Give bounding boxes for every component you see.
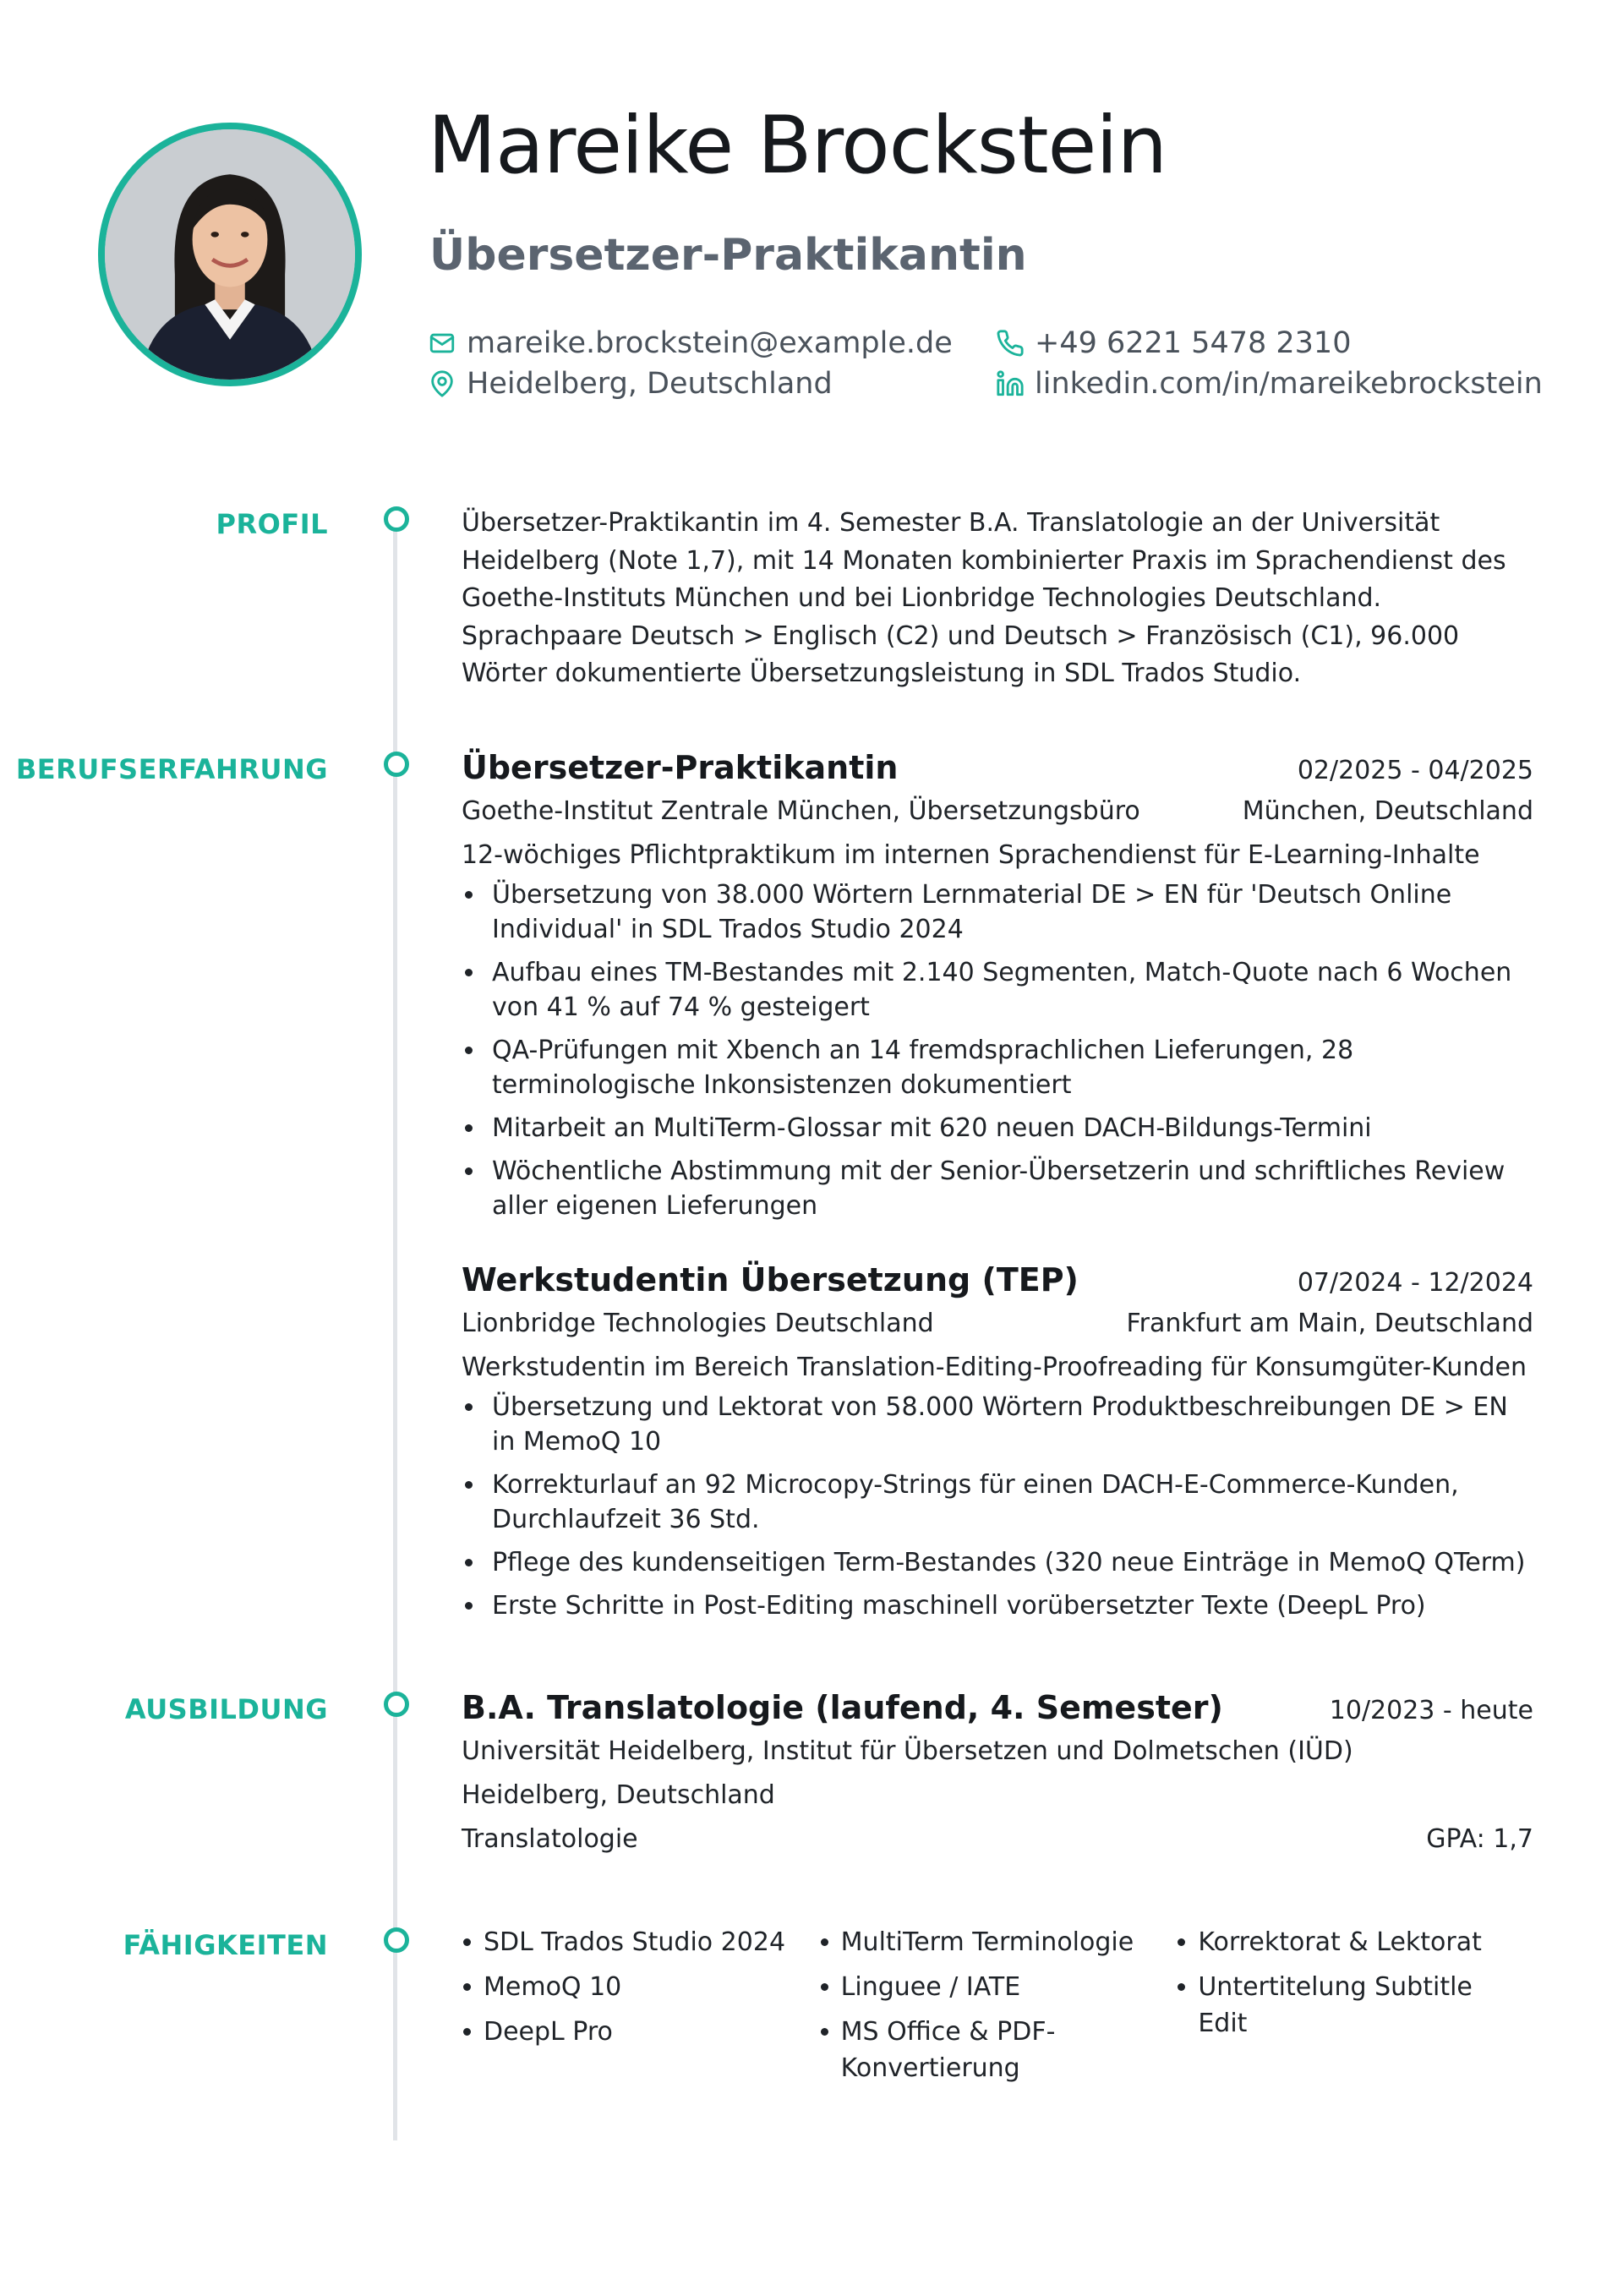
profile-text: Übersetzer-Praktikantin im 4. Semester B.A. Translatologie an der Universität Heidelberg (Note 1,7), mit 14 Monaten kombinierter Praxis im Sprachendienst des Goethe-Instituts München und bei Lionbridge Technologies Deutschland. Sprachpaare Deutsch > Englisch (C2) und Deutsch > Französisch (C1), 96.000 Wörter dokumentierte Übersetzungsleistung in SDL Trados Studio. bbox=[462, 508, 1506, 688]
section-label-experience: BERUFSERFAHRUNG bbox=[15, 753, 328, 785]
job-location: München, Deutschland bbox=[1242, 796, 1533, 826]
contact-location bbox=[428, 367, 833, 401]
job-header bbox=[462, 749, 1533, 786]
contact-phone[interactable] bbox=[996, 326, 1351, 360]
section-label-education: AUSBILDUNG bbox=[124, 1693, 328, 1725]
profile-section bbox=[462, 505, 1533, 693]
contact-email-text: mareike.brockstein@example.de bbox=[467, 326, 953, 360]
skill-item: Korrektorat & Lektorat bbox=[1176, 1924, 1533, 1960]
section-label-skills: FÄHIGKEITEN bbox=[123, 1929, 328, 1961]
skill-item: MultiTerm Terminologie bbox=[819, 1924, 1177, 1960]
education-field: Translatologie bbox=[462, 1824, 638, 1854]
job-bullet: Übersetzung von 38.000 Wörtern Lernmaterial DE > EN für 'Deutsch Online Individual' in SDL Trados Studio 2024 bbox=[462, 877, 1533, 947]
skill-item: DeepL Pro bbox=[462, 2014, 819, 2050]
section-label-profile: PROFIL bbox=[216, 508, 328, 540]
job-date: 07/2024 - 12/2024 bbox=[1297, 1268, 1533, 1298]
avatar bbox=[98, 123, 362, 386]
skill-item: Untertitelung Subtitle Edit bbox=[1176, 1969, 1502, 2042]
contact-phone-text: +49 6221 5478 2310 bbox=[1035, 326, 1352, 360]
job-company: Lionbridge Technologies Deutschland bbox=[462, 1309, 934, 1338]
job-bullets bbox=[462, 877, 1533, 1223]
degree-title: B.A. Translatologie (laufend, 4. Semester) bbox=[462, 1689, 1223, 1726]
job-date: 02/2025 - 04/2025 bbox=[1297, 756, 1533, 785]
linkedin-icon bbox=[996, 369, 1025, 398]
contact-linkedin[interactable] bbox=[996, 367, 1543, 401]
skills-column bbox=[819, 1924, 1177, 2095]
timeline-dot-profile bbox=[384, 506, 409, 532]
job-title: Werkstudentin Übersetzung (TEP) bbox=[462, 1261, 1079, 1298]
job-bullets bbox=[462, 1390, 1533, 1623]
job-summary: Werkstudentin im Bereich Translation-Editing-Proofreading für Konsumgüter-Kunden bbox=[462, 1353, 1527, 1382]
education-school: Universität Heidelberg, Institut für Übersetzen und Dolmetschen (IÜD) bbox=[462, 1736, 1353, 1766]
skill-item: MS Office & PDF-Konvertierung bbox=[819, 2014, 1069, 2086]
skills-section bbox=[462, 1924, 1533, 2095]
skills-column bbox=[462, 1924, 819, 2095]
job-entry bbox=[462, 1261, 1533, 1632]
education-location: Heidelberg, Deutschland bbox=[462, 1780, 775, 1810]
education-entry bbox=[462, 1689, 1533, 1861]
job-title: Übersetzer-Praktikantin bbox=[462, 749, 899, 786]
skills-column bbox=[1176, 1924, 1533, 2095]
job-bullet: Korrekturlauf an 92 Microcopy-Strings für einen DACH-E-Commerce-Kunden, Durchlaufzeit 36 Std. bbox=[462, 1468, 1533, 1537]
job-summary: 12-wöchiges Pflichtpraktikum im internen Sprachendienst für E-Learning-Inhalte bbox=[462, 840, 1480, 870]
skill-item: MemoQ 10 bbox=[462, 1969, 819, 2005]
map-pin-icon bbox=[428, 369, 456, 398]
job-company: Goethe-Institut Zentrale München, Übersetzungsbüro bbox=[462, 796, 1140, 826]
job-entry bbox=[462, 749, 1533, 1232]
skill-item: Linguee / IATE bbox=[819, 1969, 1177, 2005]
timeline-dot-education bbox=[384, 1692, 409, 1717]
job-bullet: Erste Schritte in Post-Editing maschinell vorübersetzter Texte (DeepL Pro) bbox=[462, 1588, 1533, 1623]
job-header bbox=[462, 1261, 1533, 1298]
timeline-dot-experience bbox=[384, 752, 409, 777]
timeline-dot-skills bbox=[384, 1927, 409, 1953]
education-date: 10/2023 - heute bbox=[1329, 1696, 1533, 1725]
candidate-name: Mareike Brockstein bbox=[428, 100, 1167, 192]
job-bullet: Pflege des kundenseitigen Term-Bestandes (320 neue Einträge in MemoQ QTerm) bbox=[462, 1545, 1533, 1580]
job-location: Frankfurt am Main, Deutschland bbox=[1126, 1309, 1533, 1338]
contact-linkedin-text: linkedin.com/in/mareikebrockstein bbox=[1035, 367, 1543, 401]
job-bullet: Aufbau eines TM-Bestandes mit 2.140 Segmenten, Match-Quote nach 6 Wochen von 41 % auf 74 % gesteigert bbox=[462, 955, 1533, 1025]
skills-grid bbox=[462, 1924, 1533, 2095]
education-header bbox=[462, 1689, 1533, 1726]
education-gpa: GPA: 1,7 bbox=[1426, 1824, 1533, 1854]
mail-icon bbox=[428, 329, 456, 358]
skill-item: SDL Trados Studio 2024 bbox=[462, 1924, 819, 1960]
education-field-row bbox=[462, 1818, 1533, 1861]
job-meta bbox=[462, 1302, 1533, 1346]
job-bullet: Mitarbeit an MultiTerm-Glossar mit 620 neuen DACH-Bildungs-Termini bbox=[462, 1111, 1533, 1145]
job-bullet: Wöchentliche Abstimmung mit der Senior-Übersetzerin und schriftliches Review aller eigenen Lieferungen bbox=[462, 1154, 1533, 1223]
job-meta bbox=[462, 790, 1533, 834]
candidate-title: Übersetzer-Praktikantin bbox=[429, 230, 1027, 281]
contact-email[interactable] bbox=[428, 326, 953, 360]
contact-location-text: Heidelberg, Deutschland bbox=[467, 367, 833, 401]
job-bullet: QA-Prüfungen mit Xbench an 14 fremdsprachlichen Lieferungen, 28 terminologische Inkonsistenzen dokumentiert bbox=[462, 1033, 1533, 1102]
phone-icon bbox=[996, 329, 1025, 358]
job-bullet: Übersetzung und Lektorat von 58.000 Wörtern Produktbeschreibungen DE > EN in MemoQ 10 bbox=[462, 1390, 1533, 1459]
